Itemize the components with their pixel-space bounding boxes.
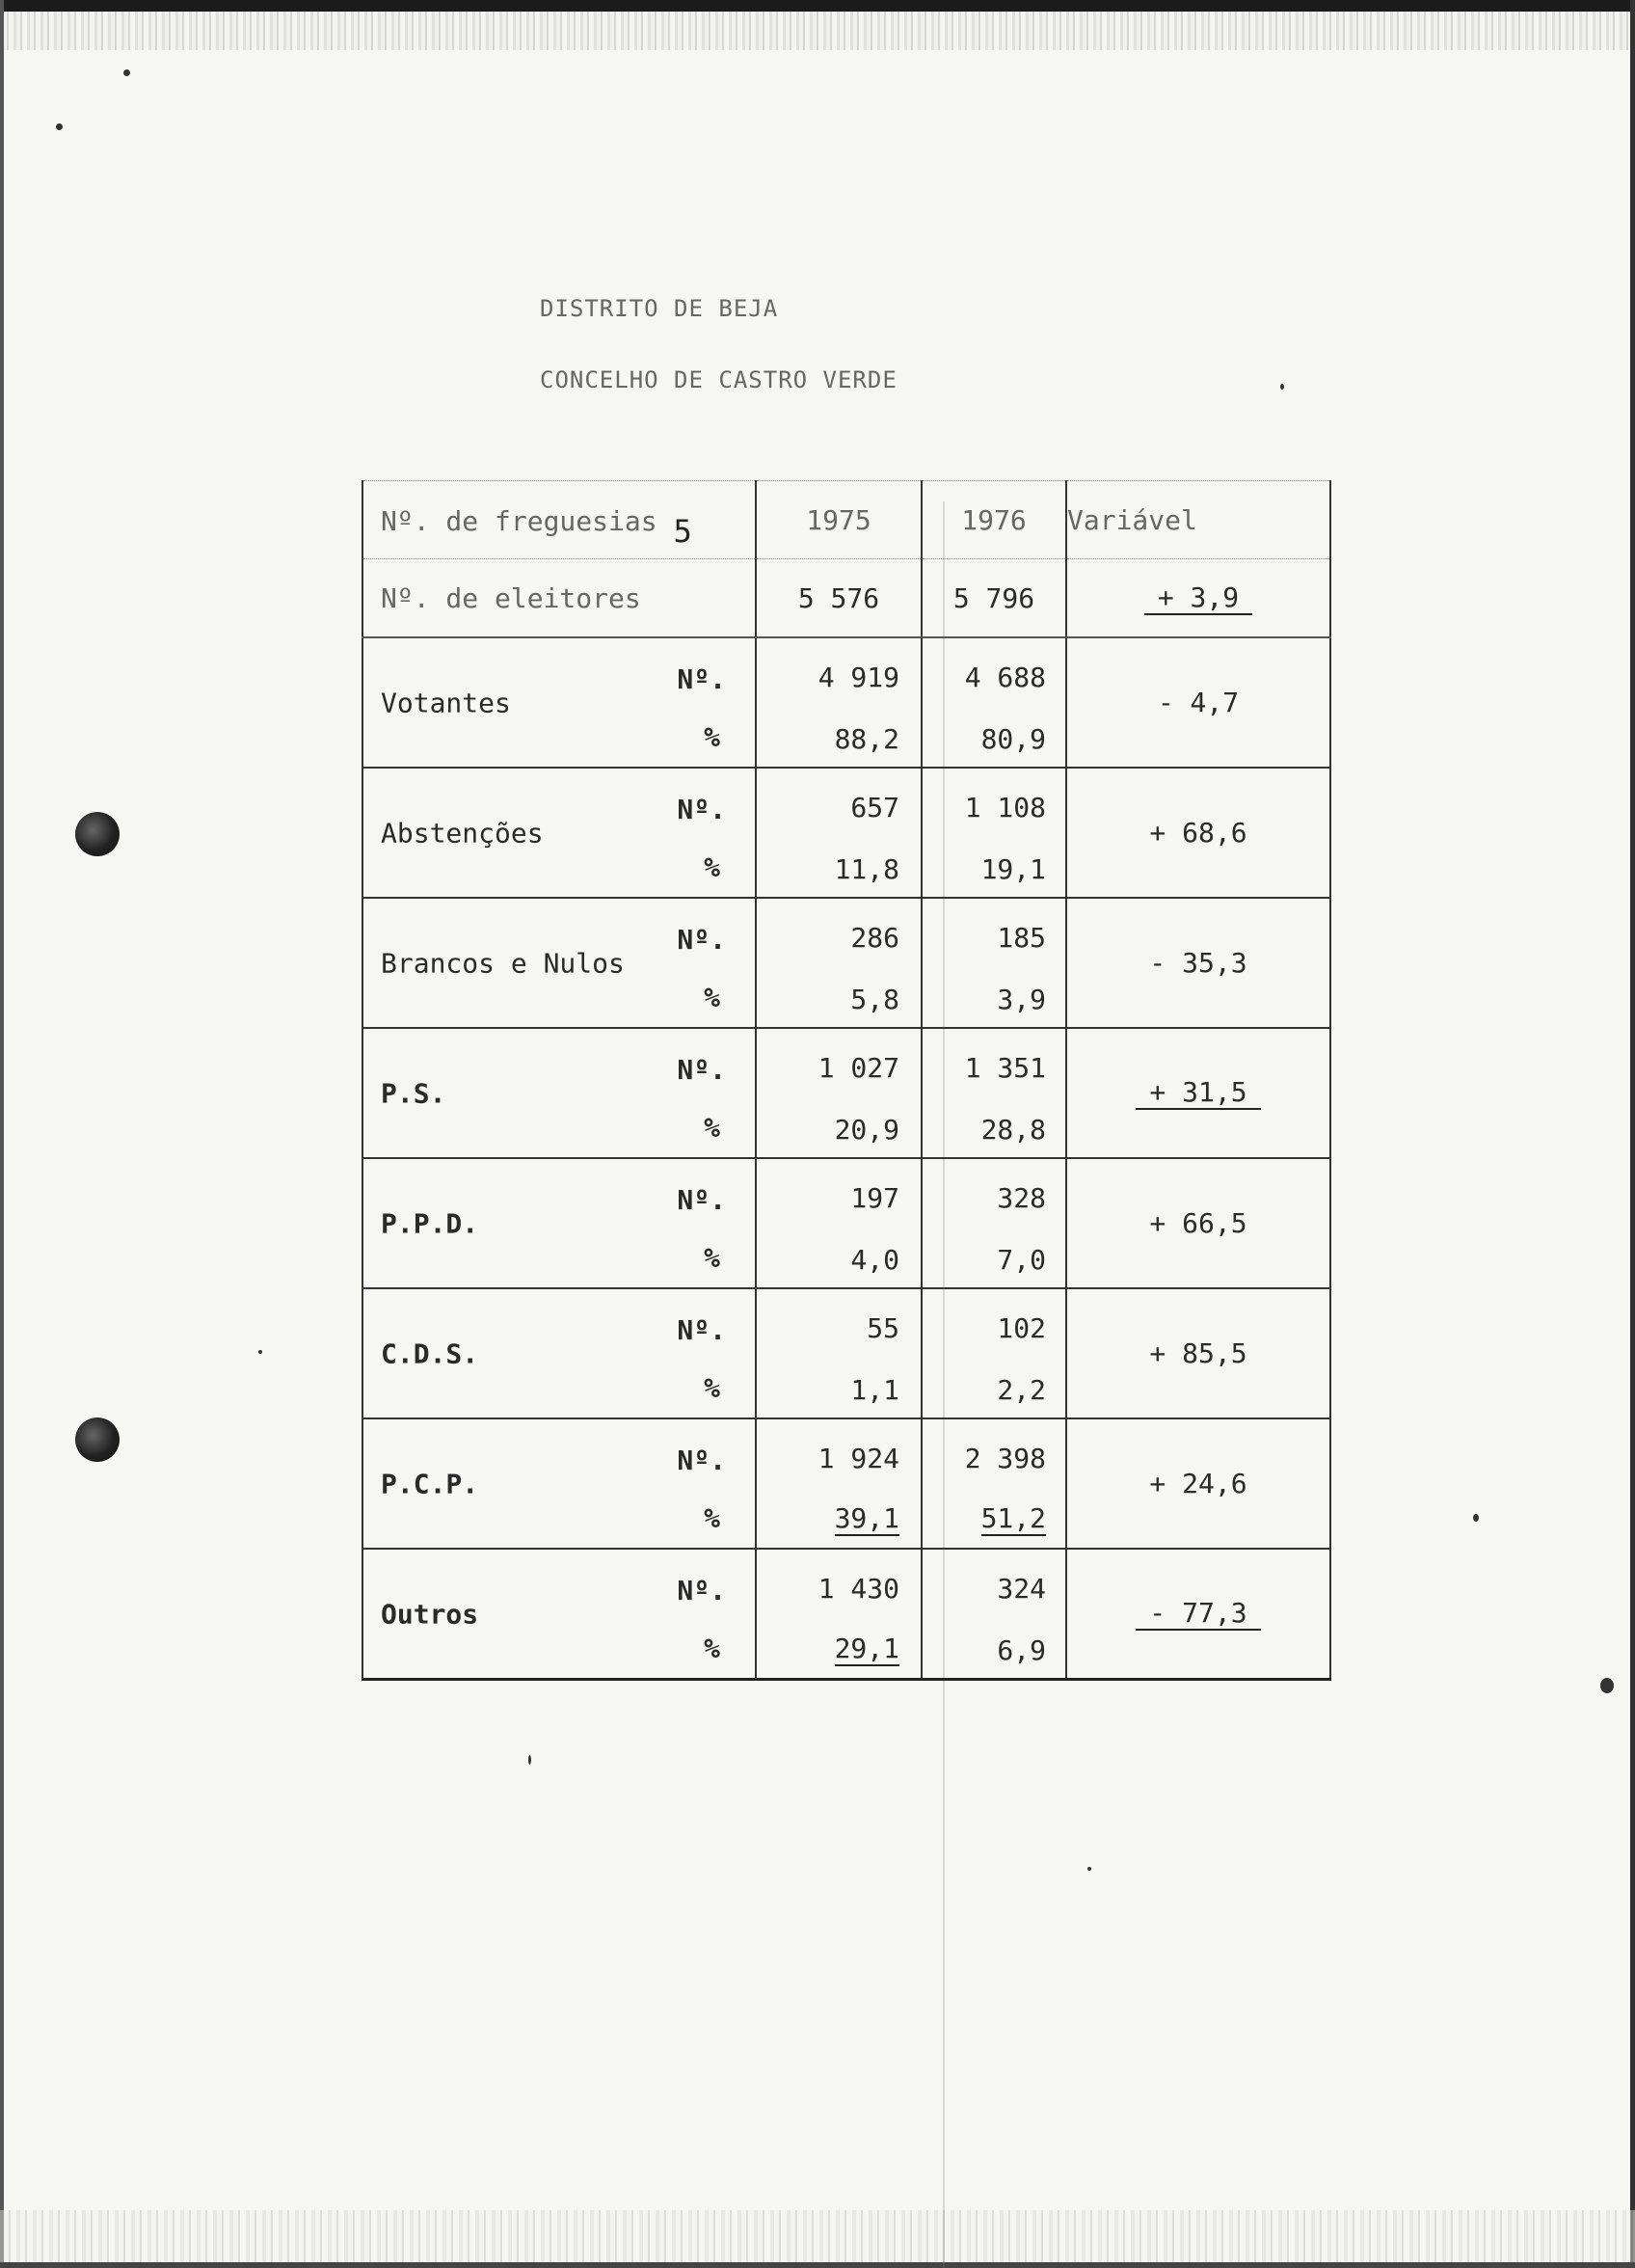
variavel-value: - 77,3 [1136, 1597, 1260, 1631]
ppd-1976 [922, 1158, 1066, 1288]
pct-1975: 4,0 [850, 1244, 899, 1276]
variavel-value: + 66,5 [1149, 1207, 1247, 1239]
pct-1975: 88,2 [834, 723, 899, 755]
pct-1975: 20,9 [834, 1114, 899, 1146]
speck [1280, 384, 1284, 390]
eleitores-label: Nº. de eleitores [381, 581, 641, 614]
unit-percent: % [704, 1502, 720, 1534]
row-label: Votantes [381, 687, 511, 718]
variavel-value: + 85,5 [1149, 1337, 1247, 1369]
count-1975: 1 430 [818, 1573, 899, 1605]
unit-percent: % [704, 1242, 720, 1274]
row-label: P.C.P. [381, 1468, 479, 1499]
table-row-brancos-nulos [362, 898, 1330, 1028]
scan-bottom-noise [0, 2210, 1635, 2268]
count-1975: 1 924 [818, 1443, 899, 1474]
cds-1976 [922, 1288, 1066, 1418]
outros-1975 [756, 1549, 922, 1680]
unit-number: Nº. [677, 1314, 726, 1346]
variavel-value: + 24,6 [1149, 1468, 1247, 1499]
header-variavel: Variável [1066, 481, 1330, 559]
pcp-1975 [756, 1418, 922, 1549]
pct-1975: 29,1 [834, 1633, 899, 1664]
brancos-label-cell [362, 898, 756, 1028]
row-label: Outros [381, 1598, 479, 1630]
count-1975: 1 027 [818, 1052, 899, 1084]
ps-label-cell [362, 1028, 756, 1158]
table-row-pcp [362, 1418, 1330, 1549]
unit-number: Nº. [677, 1054, 726, 1086]
eleitores-1976: 5 796 [922, 559, 1066, 638]
pct-1976: 80,9 [980, 723, 1046, 755]
brancos-variavel-cell [1066, 898, 1330, 1028]
scan-right-border [1630, 0, 1635, 2268]
count-1976: 324 [997, 1573, 1046, 1605]
punch-hole-bottom [75, 1418, 120, 1462]
scan-left-border [0, 0, 4, 2268]
votantes-variavel-cell [1066, 637, 1330, 768]
outros-variavel-cell [1066, 1549, 1330, 1680]
header-freguesias-label: Nº. de freguesias [381, 505, 657, 537]
variavel-value: - 35,3 [1149, 947, 1247, 979]
abstencoes-label-cell [362, 768, 756, 898]
speck [56, 123, 63, 130]
count-1976: 4 688 [964, 662, 1046, 693]
pct-1976: 3,9 [997, 984, 1046, 1015]
cds-label-cell [362, 1288, 756, 1418]
brancos-1976 [922, 898, 1066, 1028]
table-row-abstencoes [362, 768, 1330, 898]
count-1975: 55 [867, 1312, 899, 1344]
variavel-value: + 68,6 [1149, 817, 1247, 849]
eleitores-variavel: + 3,9 [1144, 581, 1252, 615]
eleitores-row [362, 559, 1330, 638]
unit-percent: % [704, 1633, 720, 1664]
outros-1976 [922, 1549, 1066, 1680]
pcp-1976 [922, 1418, 1066, 1549]
abstencoes-1975 [756, 768, 922, 898]
pct-1976: 51,2 [980, 1502, 1046, 1534]
header-1976: 1976 [922, 481, 1066, 559]
ps-variavel-cell [1066, 1028, 1330, 1158]
table-row-ppd [362, 1158, 1330, 1288]
pct-1976: 2,2 [997, 1374, 1046, 1406]
eleitores-label-cell [362, 559, 756, 638]
row-label: P.S. [381, 1077, 446, 1109]
count-1975: 286 [850, 922, 899, 954]
ps-1976 [922, 1028, 1066, 1158]
pcp-label-cell [362, 1418, 756, 1549]
district-title: DISTRITO DE BEJA [540, 295, 779, 322]
unit-percent: % [704, 851, 720, 883]
pct-1975: 11,8 [834, 853, 899, 885]
scan-top-border [0, 0, 1635, 12]
speck [528, 1755, 531, 1765]
election-results-table [362, 480, 1331, 1681]
pct-1975: 39,1 [834, 1502, 899, 1534]
row-label: P.P.D. [381, 1207, 479, 1239]
speck [123, 69, 130, 76]
unit-number: Nº. [677, 1444, 726, 1476]
outros-label-cell [362, 1549, 756, 1680]
ps-1975 [756, 1028, 922, 1158]
table-row-cds [362, 1288, 1330, 1418]
unit-number: Nº. [677, 1184, 726, 1216]
scan-top-noise [0, 12, 1635, 50]
votantes-1976 [922, 637, 1066, 768]
table-row-outros [362, 1549, 1330, 1680]
count-1976: 185 [997, 922, 1046, 954]
unit-number: Nº. [677, 663, 726, 695]
speck [1600, 1678, 1614, 1693]
pct-1976: 28,8 [980, 1114, 1046, 1146]
table-row-ps [362, 1028, 1330, 1158]
count-1975: 197 [850, 1182, 899, 1214]
pct-1976: 7,0 [997, 1244, 1046, 1276]
unit-percent: % [704, 982, 720, 1013]
row-label: C.D.S. [381, 1337, 479, 1369]
brancos-1975 [756, 898, 922, 1028]
unit-percent: % [704, 1112, 720, 1144]
freguesias-count: 5 [673, 513, 692, 550]
count-1976: 2 398 [964, 1443, 1046, 1474]
row-label: Brancos e Nulos [381, 947, 625, 979]
table-row-votantes [362, 637, 1330, 768]
ppd-label-cell [362, 1158, 756, 1288]
header-1975: 1975 [756, 481, 922, 559]
unit-percent: % [704, 1372, 720, 1404]
speck [258, 1350, 262, 1354]
punch-hole-top [75, 812, 120, 856]
votantes-label-cell [362, 637, 756, 768]
variavel-value: - 4,7 [1157, 687, 1240, 718]
speck [1473, 1514, 1479, 1522]
row-label: Abstenções [381, 817, 544, 849]
pcp-variavel-cell [1066, 1418, 1330, 1549]
ppd-1975 [756, 1158, 922, 1288]
eleitores-variavel-cell [1066, 559, 1330, 638]
unit-percent: % [704, 721, 720, 753]
pct-1976: 6,9 [997, 1634, 1046, 1666]
variavel-value: + 31,5 [1136, 1076, 1260, 1110]
count-1975: 657 [850, 792, 899, 824]
header-freguesias [362, 481, 756, 559]
count-1976: 102 [997, 1312, 1046, 1344]
abstencoes-variavel-cell [1066, 768, 1330, 898]
count-1976: 1 108 [964, 792, 1046, 824]
scan-bottom-border [0, 2262, 1635, 2268]
cds-1975 [756, 1288, 922, 1418]
pct-1975: 5,8 [850, 984, 899, 1015]
count-1976: 1 351 [964, 1052, 1046, 1084]
count-1975: 4 919 [818, 662, 899, 693]
unit-number: Nº. [677, 794, 726, 825]
unit-number: Nº. [677, 1575, 726, 1606]
unit-number: Nº. [677, 924, 726, 956]
cds-variavel-cell [1066, 1288, 1330, 1418]
table-header-row [362, 481, 1330, 559]
concelho-title: CONCELHO DE CASTRO VERDE [540, 366, 898, 393]
ppd-variavel-cell [1066, 1158, 1330, 1288]
speck [1087, 1867, 1091, 1871]
pct-1975: 1,1 [850, 1374, 899, 1406]
votantes-1975 [756, 637, 922, 768]
eleitores-1975: 5 576 [756, 559, 922, 638]
abstencoes-1976 [922, 768, 1066, 898]
count-1976: 328 [997, 1182, 1046, 1214]
pct-1976: 19,1 [980, 853, 1046, 885]
